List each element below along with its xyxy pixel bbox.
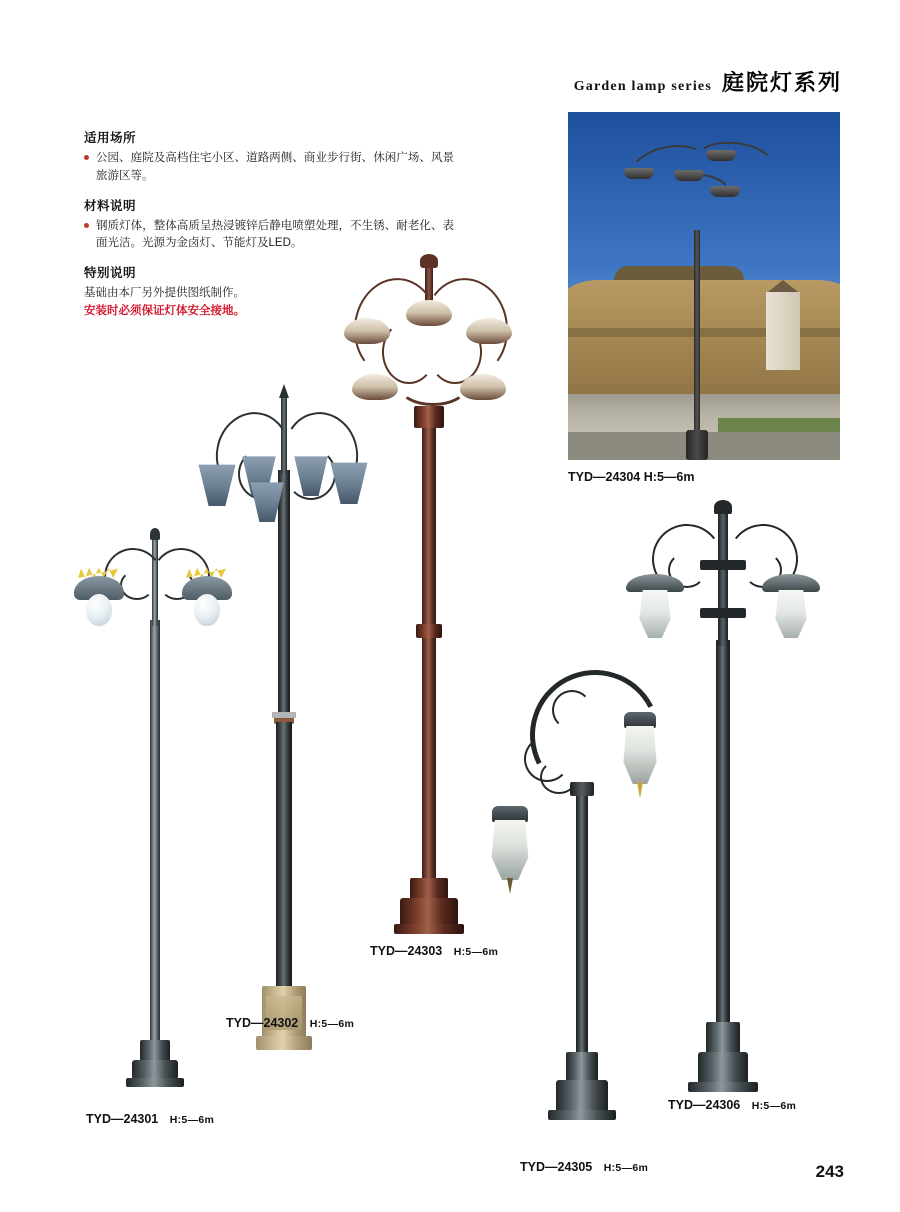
lamp-cap-right-24305 [624, 712, 656, 728]
caption-24306 [668, 1098, 796, 1112]
caption-height-24301: H:5—6m [169, 1114, 215, 1126]
page-number: 243 [815, 1162, 844, 1181]
lamp-globe-left-24305 [490, 820, 530, 880]
lamp-pole-24303 [422, 420, 436, 880]
caption-24305 [520, 1160, 648, 1174]
lamp-globe-left-24301 [86, 594, 112, 626]
lamp-mid-collar-24303 [416, 624, 442, 638]
lamp-scroll-lower-24305 [540, 760, 578, 794]
photo-lamp-head-2 [706, 150, 736, 161]
lamp-upper-collar-24303 [414, 406, 444, 428]
caption-height-24305: H:5—6m [603, 1162, 649, 1174]
lamp-upper-shaft-24306 [718, 510, 728, 646]
caption-height-24302: H:5—6m [309, 1018, 355, 1030]
scope-text: 公园、庭院及高档住宅小区、道路两侧、商业步行街、休闲广场、风景旅游区等。 [96, 152, 454, 182]
lamp-pole-24305 [576, 790, 588, 1090]
lamp-base-plate-24303 [394, 924, 464, 934]
caption-24301 [86, 1112, 214, 1126]
series-title-en: Garden lamp series [573, 79, 712, 94]
lamp-finial-24306 [714, 500, 732, 514]
caption-24304 [568, 470, 694, 484]
caption-code-24303: TYD—24303 [370, 944, 443, 958]
special-warning: 安装时必须保证灯体安全接地。 [84, 305, 245, 318]
caption-height-24304: H:5—6m [643, 470, 695, 484]
lamp-head-2-24303 [466, 318, 512, 344]
caption-24303 [370, 944, 498, 958]
bullet-icon [84, 155, 89, 160]
caption-code-24305: TYD—24305 [520, 1160, 593, 1174]
lamp-base-plate-24306 [688, 1082, 758, 1092]
lamp-finial-left-24305 [505, 878, 515, 894]
lamp-pole-lower-24302 [276, 722, 292, 998]
photo-lamp-base [686, 430, 708, 460]
lamp-spire-tip-24302 [279, 384, 289, 398]
special-heading: 特别说明 [84, 266, 137, 281]
photo-lamp-head-4 [710, 186, 740, 197]
caption-code-24306: TYD—24306 [668, 1098, 741, 1112]
caption-height-24303: H:5—6m [453, 946, 499, 958]
material-text: 钢质灯体，整体高质呈热浸镀锌后静电喷塑处理，不生锈、耐老化、表面光洁。光源为金卤灯、节能灯及LED。 [96, 219, 454, 250]
material-text-row [84, 218, 454, 254]
photo-lamp-head-3 [674, 170, 704, 181]
lamp-base-plate-24301 [126, 1078, 184, 1087]
lamp-scroll-upper-24305 [552, 690, 592, 730]
lamp-globe-right-24306 [774, 590, 808, 638]
series-title-cn: 庭院灯系列 [721, 70, 842, 95]
caption-height-24306: H:5—6m [751, 1100, 797, 1112]
lamp-scroll-inner-left-24301 [120, 570, 154, 600]
material-heading: 材料说明 [84, 198, 137, 213]
caption-code-24302: TYD—24302 [226, 1016, 299, 1030]
lamp-shade-right-24306 [762, 574, 820, 592]
lamp-ring-24302 [272, 712, 296, 718]
lamp-pole-upper-24302 [278, 470, 290, 720]
lamp-scroll-bottom-24303 [398, 366, 468, 406]
product-photo-24304 [568, 112, 840, 460]
lamp-finial-24303 [420, 254, 438, 268]
lamp-head-1-24303 [344, 318, 390, 344]
scope-text-row [84, 150, 454, 186]
scope-heading: 适用场所 [84, 131, 137, 145]
lamp-base-plate-24302 [256, 1036, 312, 1050]
lamp-pole-24301 [150, 620, 160, 1060]
lamp-pole-24306 [716, 640, 730, 1070]
caption-24302 [226, 1016, 354, 1030]
lamp-cross-bar-lower-24306 [700, 608, 746, 618]
lamp-base-24306 [698, 1052, 748, 1086]
photo-lamp-pole [694, 230, 700, 460]
caption-code-24304: TYD—24304 [568, 470, 641, 484]
lamp-head-3-24303 [352, 374, 398, 400]
caption-code-24301: TYD—24301 [86, 1112, 159, 1126]
lamp-globe-right-24301 [194, 594, 220, 626]
lamp-head-4-24303 [460, 374, 506, 400]
lamp-base-plate-24305 [548, 1110, 616, 1120]
photo-tower [766, 292, 800, 370]
bullet-icon [84, 223, 89, 228]
lamp-base-24305 [556, 1080, 608, 1114]
lamp-globe-left-24306 [638, 590, 672, 638]
special-text: 基础由本厂另外提供图纸制作。 [84, 287, 245, 300]
page-header [574, 66, 842, 97]
lamp-cap-left-24305 [492, 806, 528, 822]
lamp-finial-24301 [150, 528, 160, 540]
lamp-head-5-24303 [406, 300, 452, 326]
photo-lamp-head-1 [624, 168, 654, 179]
